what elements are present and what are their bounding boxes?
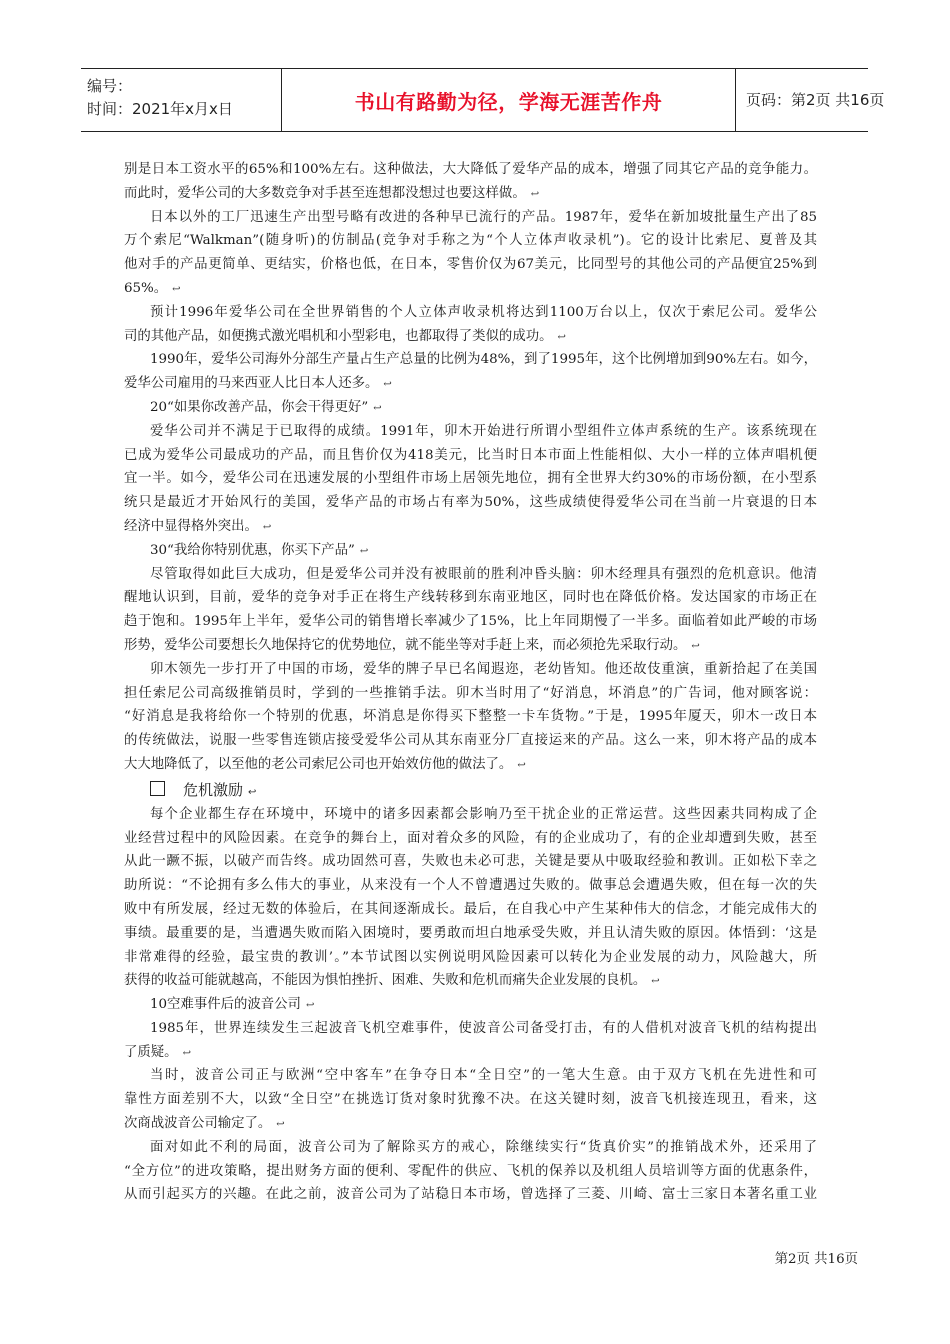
paragraph-mark-icon: ↩: [182, 1047, 190, 1059]
text-line: [124, 803, 817, 827]
paragraph-mark-icon: ↩: [305, 1000, 314, 1012]
section-heading-text: 危机激励: [183, 780, 244, 799]
paragraph-mark-icon: ↩: [172, 283, 180, 295]
text-line: [124, 420, 817, 444]
text-line: [124, 753, 817, 777]
text-line-content: 的传统做法，说服一些零售连锁店接受爱华公司从其东南亚分厂直接运来的产品。这么一来，卯木将产品的成本: [124, 733, 817, 749]
text-line: [124, 563, 817, 587]
text-line-content: 次商战波音公司输定了。: [124, 1116, 272, 1132]
text-line-content: 担任索尼公司高级推销员时，学到的一些推销手法。卯木当时用了“好消息，坏消息”的广告词，他对顾客说：: [124, 685, 817, 701]
header-right-cell: [736, 69, 885, 131]
text-line-content: 司的其他产品，如便携式激光唱机和小型彩电，也都取得了类似的成功。: [124, 328, 553, 344]
paragraph-mark-icon: ↩: [373, 402, 381, 414]
text-line-content: 事绩。最重要的是，当遭遇失败而陷入困境时，要勇敢而坦白地承受失败，并且认清失败的原因。体悟到：‘这是: [124, 925, 817, 941]
text-line-content: 趋于饱和。1995年上半年，爱华公司的销售增长率减少了15%，比上年同期慢了一半多。面临着如此严峻的市场: [124, 614, 817, 630]
doc-time-label: 时间：2021年x月x日: [87, 100, 233, 118]
paragraph-mark-icon: ↩: [359, 545, 368, 557]
text-line: [124, 1064, 817, 1088]
header-motto: 书山有路勤为径，学海无涯苦作舟: [354, 90, 663, 114]
header-page-number: 页码：第2页 共16页: [746, 91, 885, 109]
page-header: [81, 68, 885, 132]
text-line: [124, 325, 817, 349]
text-line: [124, 1136, 817, 1160]
text-line-content: 宜一半。如今，爱华公司在迅速发展的小型组件市场上居领先地位，拥有全世界大约30%的市场份额，在小型系: [124, 471, 817, 487]
text-line: [124, 610, 817, 634]
text-line: [124, 206, 817, 230]
text-line-content: 10空难事件后的波音公司: [150, 997, 301, 1013]
text-line: [124, 1041, 817, 1065]
text-line-content: 经济中显得格外突出。: [124, 518, 258, 534]
text-line: [124, 1112, 817, 1136]
text-line: [124, 898, 817, 922]
checkbox-square-icon: [150, 781, 165, 796]
paragraph-mark-icon: ↩: [383, 379, 391, 391]
text-line-content: 别是日本工资水平的65%和100%左右。这种做法，大大降低了爱华产品的成本，增强了同其它产品的竞争能力。: [124, 162, 817, 177]
text-line: [124, 705, 817, 729]
text-line: [124, 1017, 817, 1041]
header-left-cell: [81, 69, 282, 131]
text-line-content: 败中有所发展，经过无数的体验后，在其间逐渐成长。最后，在自我心中产生某种伟大的信念，才能完成伟大的: [124, 901, 817, 917]
text-line-content: 统只是最近才开始风行的美国，爱华产品的市场占有率为50%，这些成绩使得爱华公司在当前一片衰退的日本: [124, 495, 817, 511]
footer-page-number: 第2页 共16页: [774, 1252, 858, 1267]
text-line: [124, 348, 817, 372]
text-line: [124, 229, 817, 253]
section-heading: [124, 777, 817, 803]
text-line-content: 30“我给你特别优惠，你买下产品”: [150, 542, 355, 558]
paragraph-mark-icon: ↩: [691, 640, 699, 652]
text-line: [124, 1160, 817, 1184]
paragraph-mark-icon: ↩: [262, 521, 271, 533]
text-line: [124, 301, 817, 325]
text-line: [124, 922, 817, 946]
text-line: [124, 491, 817, 515]
text-line: [124, 396, 817, 420]
text-line-content: 卯木领先一步打开了中国的市场，爱华的牌子早已名闻遐迩，老幼皆知。他还故伎重演，重新拾起了在美国: [150, 661, 817, 677]
header-middle-cell: [282, 69, 736, 131]
text-line-content: 已成为爱华公司最成功的产品，而且售价仅为418美元，比当时日本市面上性能相似、大小一样的立体声唱机便: [124, 447, 817, 463]
paragraph-mark-icon: ↩: [517, 759, 525, 771]
text-line: [124, 827, 817, 851]
text-line-content: 面对如此不利的局面，波音公司为了解除买方的戒心，除继续实行“货真价实”的推销战术外，还采用了: [150, 1139, 817, 1155]
text-line-content: 1985年，世界连续发生三起波音飞机空难事件，使波音公司备受打击，有的人借机对波音飞机的结构提出: [150, 1020, 817, 1036]
text-line-content: 预计1996年爱华公司在全世界销售的个人立体声收录机将达到1100万台以上，仅次于索尼公司。爱华公: [150, 304, 817, 320]
text-line: [124, 158, 817, 182]
text-line-content: 非常难得的经验，最宝贵的教训’。”本节试图以实例说明风险因素可以转化为企业发展的动力，风险越大，所: [124, 949, 817, 965]
text-line-content: 1990年，爱华公司海外分部生产量占生产总量的比例为48%，到了1995年，这个比例增加到90%左右。如今，: [150, 352, 817, 368]
text-line: [124, 253, 817, 277]
paragraph-mark-icon: ↩: [248, 786, 256, 798]
text-line-content: 爱华公司雇用的马来西亚人比日本人还多。: [124, 376, 379, 392]
text-line: [124, 682, 817, 706]
text-line-content: 业经营过程中的风险因素。在竞争的舞台上，面对着众多的风险，有的企业成功了，有的企业却遭到失败，甚至: [124, 830, 817, 846]
text-line-content: 当时，波音公司正与欧洲“空中客车”在争夺日本“全日空”的一笔大生意。由于双方飞机在先进性和可: [150, 1068, 817, 1084]
text-line: [124, 946, 817, 970]
document-body: [124, 158, 817, 1207]
text-line: [124, 539, 817, 563]
text-line: [124, 372, 817, 396]
text-line: [124, 444, 817, 468]
text-line: [124, 634, 817, 658]
text-line-content: 每个企业都生存在环境中，环境中的诸多因素都会影响乃至干扰企业的正常运营。这些因素共同构成了企: [150, 806, 817, 822]
text-line-content: 从此一蹶不振，以破产而告终。成功固然可喜，失败也未必可悲，关键是要从中吸取经验和教训。正如松下幸之: [124, 854, 817, 870]
text-line-content: 20“如果你改善产品，你会干得更好”: [150, 399, 369, 415]
text-line: [124, 993, 817, 1017]
text-line-content: 爱华公司并不满足于已取得的成绩。1991年，卯木开始进行所谓小型组件立体声系统的生产。该系统现在: [150, 423, 817, 439]
text-line-content: 靠性方面差别不大，以致“全日空”在挑选订货对象时犹豫不决。在这关键时刻，波音飞机接连现丑，看来，这: [124, 1092, 817, 1108]
text-line-content: 助所说：“不论拥有多么伟大的事业，从来没有一个人不曾遭遇过失败的。做事总会遭遇失败，但在每一次的失: [124, 878, 817, 894]
text-line: [124, 1088, 817, 1112]
text-line: [124, 586, 817, 610]
text-line-content: “好消息是我将给你一个特别的优惠，坏消息是你得买下整整一卡车货物。”于是，1995年厦天，卯木一改日本: [124, 709, 817, 725]
text-line-content: 65%。: [124, 280, 168, 296]
text-line-content: 尽管取得如此巨大成功，但是爱华公司并没有被眼前的胜利冲昏头脑：卯木经理具有强烈的危机意识。他清: [150, 566, 817, 582]
paragraph-mark-icon: ↩: [276, 1119, 284, 1131]
text-line-content: 大大地降低了，以至他的老公司索尼公司也开始效仿他的做法了。: [124, 756, 513, 772]
text-line: [124, 467, 817, 491]
paragraph-mark-icon: ↩: [651, 976, 659, 988]
text-line-content: 从而引起买方的兴趣。在此之前，波音公司为了站稳日本市场，曾选择了三菱、川崎、富士三家日本著名重工业: [124, 1187, 817, 1203]
text-line-content: 形势，爱华公司要想长久地保持它的优势地位，就不能坐等对手赶上来，而必须抢先采取行动。: [124, 637, 687, 653]
text-line: [124, 1183, 817, 1207]
text-line: [124, 515, 817, 539]
text-line-content: 日本以外的工厂迅速生产出型号略有改进的各种早已流行的产品。1987年，爱华在新加坡批量生产出了85: [150, 209, 817, 225]
text-line: [124, 277, 817, 301]
text-line-content: 而此时，爱华公司的大多数竞争对手甚至连想都没想过也要这样做。: [124, 185, 526, 201]
text-line: [124, 969, 817, 993]
text-line-content: 获得的收益可能就越高，不能因为惧怕挫折、困难、失败和危机而痛失企业发展的良机。: [124, 973, 647, 989]
text-line: [124, 182, 817, 206]
text-line: [124, 658, 817, 682]
paragraph-mark-icon: ↩: [557, 331, 565, 343]
text-line-content: 醒地认识到，目前，爱华的竞争对手正在将生产线转移到东南亚地区，同时也在降低价格。发达国家的市场正在: [124, 590, 817, 606]
text-line-content: “全方位”的进攻策略，提出财务方面的便利、零配件的供应、飞机的保养以及机组人员培训等方面的优惠条件，: [124, 1163, 817, 1179]
text-line-content: 了质疑。: [124, 1044, 178, 1060]
paragraph-mark-icon: ↩: [530, 188, 539, 200]
text-line: [124, 874, 817, 898]
text-line: [124, 729, 817, 753]
doc-code-label: 编号：: [87, 77, 133, 95]
text-line-content: 他对手的产品更简单、更结实，价格也低，在日本，零售价仅为67美元，比同型号的其他公司的产品便宜25%到: [124, 257, 817, 273]
text-line-content: 万个索尼“Walkman”(随身听)的仿制品(竞争对手称之为“个人立体声收录机”)。它的设计比索尼、夏普及其: [124, 233, 817, 249]
text-line: [124, 850, 817, 874]
